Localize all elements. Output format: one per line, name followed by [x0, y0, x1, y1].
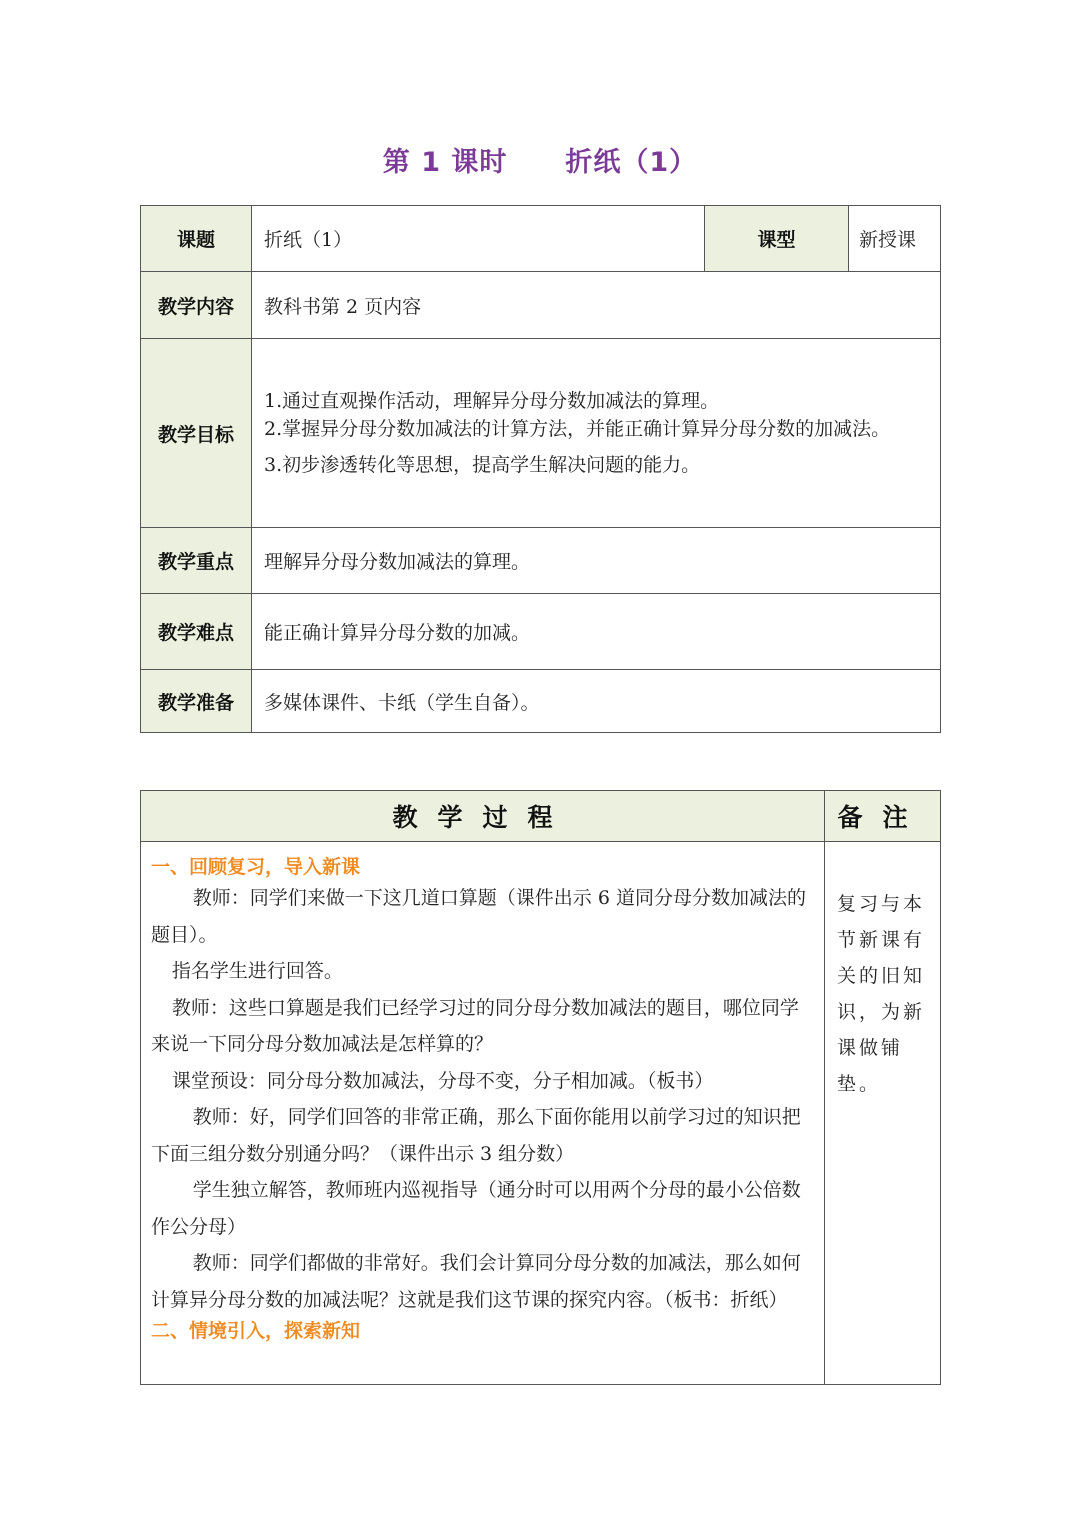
topic-value: 折纸（1） [252, 206, 705, 272]
process-paragraph: 指名学生进行回答。 [171, 960, 343, 982]
lesson-number: 第 1 课时 [382, 147, 508, 178]
topic-label: 课题 [141, 206, 252, 272]
process-body-row [141, 842, 941, 1385]
process-paragraph: 课堂预设：同分母分数加减法，分母不变，分子相加减。（板书） [171, 1069, 714, 1092]
goal-item: 1.通过直观操作活动，理解异分母分数加减法的算理。 [264, 390, 720, 412]
content-row [141, 272, 941, 339]
process-paragraph: 学生独立解答，教师班内巡视指导（通分时可以用两个分母的最小公倍数作公分母） [151, 1179, 801, 1238]
page-title [0, 140, 1080, 179]
section-heading-review: 一、回顾复习，导入新课 [151, 856, 361, 878]
process-paragraph: 教师：同学们都做的非常好。我们会计算同分母分数的加减法，那么如何计算异分母分数的加减法呢？这就是我们这节课的探究内容。（板书：折纸） [151, 1252, 801, 1311]
section-heading-explore: 二、情境引入，探索新知 [151, 1320, 361, 1342]
key-point-value: 理解异分母分数加减法的算理。 [252, 528, 941, 594]
process-header: 教学过程 [141, 791, 825, 842]
lesson-info-table [140, 205, 941, 733]
difficulty-row [141, 594, 941, 670]
type-value: 新授课 [849, 206, 941, 272]
goal-item: 2.掌握异分母分数加减法的计算方法，并能正确计算异分母分数的加减法。 [264, 418, 891, 440]
process-paragraph: 教师：好，同学们回答的非常正确，那么下面你能用以前学习过的知识把下面三组分数分别通分吗？（课件出示 3 组分数） [151, 1106, 801, 1165]
process-header-row [141, 791, 941, 842]
process-note: 复习与本节新课有关的旧知识，为新课做铺垫。 [825, 842, 941, 1385]
content-value: 教科书第 2 页内容 [252, 272, 941, 339]
goal-item: 3.初步渗透转化等思想，提高学生解决问题的能力。 [264, 454, 701, 476]
key-point-label: 教学重点 [141, 528, 252, 594]
goals-list [252, 339, 941, 528]
difficulty-label: 教学难点 [141, 594, 252, 670]
preparation-label: 教学准备 [141, 670, 252, 733]
content-label: 教学内容 [141, 272, 252, 339]
preparation-row [141, 670, 941, 733]
process-paragraph: 教师：同学们来做一下这几道口算题（课件出示 6 道同分母分数加减法的题目）。 [151, 887, 806, 946]
process-content [141, 842, 825, 1385]
notes-header: 备注 [825, 791, 941, 842]
process-paragraph: 教师：这些口算题是我们已经学习过的同分母分数加减法的题目，哪位同学来说一下同分母分数加减法是怎样算的？ [151, 996, 799, 1055]
topic-row [141, 206, 941, 272]
goals-row [141, 339, 941, 528]
difficulty-value: 能正确计算异分母分数的加减。 [252, 594, 941, 670]
teaching-process-table [140, 790, 941, 1385]
goals-label: 教学目标 [141, 339, 252, 528]
key-point-row [141, 528, 941, 594]
type-label: 课型 [705, 206, 849, 272]
lesson-topic: 折纸（1） [565, 147, 698, 178]
preparation-value: 多媒体课件、卡纸（学生自备）。 [252, 670, 941, 733]
